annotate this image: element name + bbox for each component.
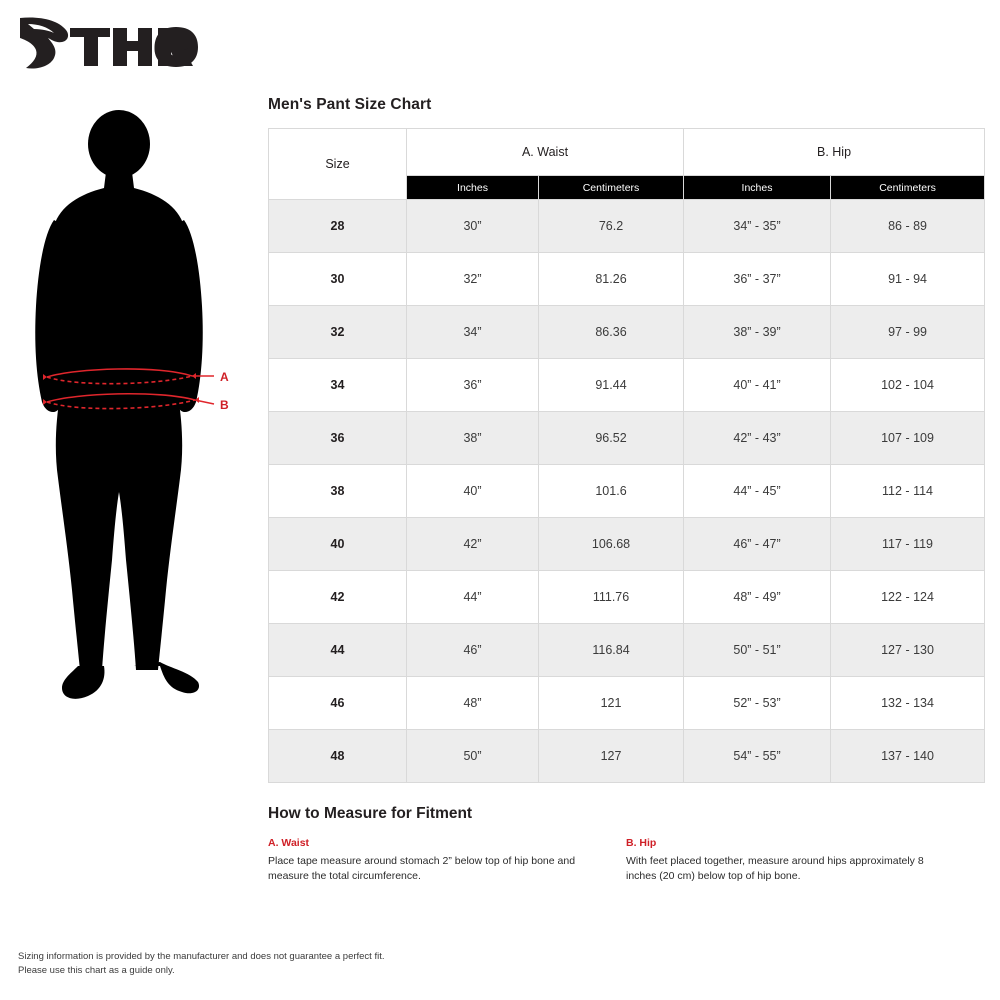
- header-waist: A. Waist: [407, 129, 684, 176]
- callout-b-label: B: [220, 398, 229, 412]
- table-row: [269, 571, 985, 624]
- cell-hip-centimeters: 122 - 124: [831, 571, 985, 624]
- table-row: [269, 253, 985, 306]
- cell-waist-centimeters: 127: [539, 730, 684, 783]
- page-title: Men's Pant Size Chart: [268, 96, 432, 113]
- cell-waist-centimeters: 116.84: [539, 624, 684, 677]
- brand-logo: [14, 14, 204, 76]
- cell-waist-centimeters: 121: [539, 677, 684, 730]
- table-body: [269, 200, 985, 783]
- cell-waist-inches: 50”: [407, 730, 539, 783]
- cell-waist-inches: 38”: [407, 412, 539, 465]
- cell-hip-inches: 48” - 49”: [684, 571, 831, 624]
- size-chart-section: [268, 96, 984, 783]
- cell-size: 30: [269, 253, 407, 306]
- how-to-waist-text: Place tape measure around stomach 2” below top of hip bone and measure the total circumference.: [268, 855, 576, 883]
- table-row: [269, 677, 985, 730]
- cell-waist-centimeters: 106.68: [539, 518, 684, 571]
- how-to-measure-title: How to Measure for Fitment: [268, 805, 473, 822]
- cell-waist-centimeters: 96.52: [539, 412, 684, 465]
- cell-hip-centimeters: 97 - 99: [831, 306, 985, 359]
- cell-size: 38: [269, 465, 407, 518]
- thor-helmet-icon: [20, 18, 68, 69]
- cell-size: 34: [269, 359, 407, 412]
- footnote-line-1: Sizing information is provided by the manufacturer and does not guarantee a perfect fit.: [18, 950, 385, 962]
- body-measurement-diagram: [18, 110, 248, 730]
- cell-waist-centimeters: 101.6: [539, 465, 684, 518]
- cell-size: 36: [269, 412, 407, 465]
- cell-hip-centimeters: 91 - 94: [831, 253, 985, 306]
- cell-waist-inches: 46”: [407, 624, 539, 677]
- cell-hip-inches: 38” - 39”: [684, 306, 831, 359]
- callout-a-label: A: [220, 370, 229, 384]
- how-to-hip: [626, 837, 984, 884]
- cell-hip-inches: 36” - 37”: [684, 253, 831, 306]
- cell-hip-inches: 54” - 55”: [684, 730, 831, 783]
- thor-wordmark: [70, 27, 198, 67]
- cell-hip-inches: 44” - 45”: [684, 465, 831, 518]
- table-header: [269, 129, 985, 200]
- cell-waist-centimeters: 81.26: [539, 253, 684, 306]
- cell-size: 28: [269, 200, 407, 253]
- how-to-waist: [268, 837, 626, 884]
- header-size: Size: [269, 129, 407, 200]
- cell-hip-centimeters: 132 - 134: [831, 677, 985, 730]
- cell-waist-inches: 42”: [407, 518, 539, 571]
- cell-hip-inches: 52” - 53”: [684, 677, 831, 730]
- cell-size: 44: [269, 624, 407, 677]
- cell-size: 48: [269, 730, 407, 783]
- cell-waist-inches: 48”: [407, 677, 539, 730]
- cell-hip-centimeters: 137 - 140: [831, 730, 985, 783]
- cell-size: 42: [269, 571, 407, 624]
- cell-waist-inches: 34”: [407, 306, 539, 359]
- cell-waist-inches: 32”: [407, 253, 539, 306]
- cell-size: 32: [269, 306, 407, 359]
- cell-waist-inches: 36”: [407, 359, 539, 412]
- subheader-waist-inches: Inches: [407, 176, 539, 200]
- cell-hip-inches: 34” - 35”: [684, 200, 831, 253]
- cell-hip-centimeters: 112 - 114: [831, 465, 985, 518]
- how-to-waist-label: A. Waist: [268, 837, 310, 849]
- table-row: [269, 306, 985, 359]
- subheader-hip-inches: Inches: [684, 176, 831, 200]
- cell-size: 46: [269, 677, 407, 730]
- cell-waist-centimeters: 76.2: [539, 200, 684, 253]
- cell-hip-inches: 42” - 43”: [684, 412, 831, 465]
- cell-size: 40: [269, 518, 407, 571]
- cell-waist-inches: 30”: [407, 200, 539, 253]
- cell-hip-centimeters: 107 - 109: [831, 412, 985, 465]
- subheader-hip-centimeters: Centimeters: [831, 176, 985, 200]
- cell-waist-centimeters: 91.44: [539, 359, 684, 412]
- table-row: [269, 200, 985, 253]
- header-hip: B. Hip: [684, 129, 985, 176]
- how-to-hip-text: With feet placed together, measure around hips approximately 8 inches (20 cm) below top of hip bone.: [626, 855, 924, 883]
- cell-waist-centimeters: 111.76: [539, 571, 684, 624]
- table-row: [269, 465, 985, 518]
- footnote-line-2: Please use this chart as a guide only.: [18, 964, 175, 976]
- table-row: [269, 518, 985, 571]
- table-row: [269, 359, 985, 412]
- cell-hip-inches: 46” - 47”: [684, 518, 831, 571]
- cell-hip-centimeters: 127 - 130: [831, 624, 985, 677]
- subheader-waist-centimeters: Centimeters: [539, 176, 684, 200]
- table-row: [269, 412, 985, 465]
- male-body-silhouette: [35, 110, 203, 699]
- table-row: [269, 730, 985, 783]
- cell-waist-inches: 40”: [407, 465, 539, 518]
- how-to-measure-section: [268, 805, 984, 884]
- cell-hip-centimeters: 117 - 119: [831, 518, 985, 571]
- table-row: [269, 624, 985, 677]
- cell-hip-centimeters: 86 - 89: [831, 200, 985, 253]
- cell-hip-inches: 40” - 41”: [684, 359, 831, 412]
- size-chart-table: [268, 128, 985, 783]
- cell-hip-centimeters: 102 - 104: [831, 359, 985, 412]
- footnote: [18, 950, 385, 979]
- cell-waist-centimeters: 86.36: [539, 306, 684, 359]
- cell-hip-inches: 50” - 51”: [684, 624, 831, 677]
- how-to-hip-label: B. Hip: [626, 837, 657, 849]
- cell-waist-inches: 44”: [407, 571, 539, 624]
